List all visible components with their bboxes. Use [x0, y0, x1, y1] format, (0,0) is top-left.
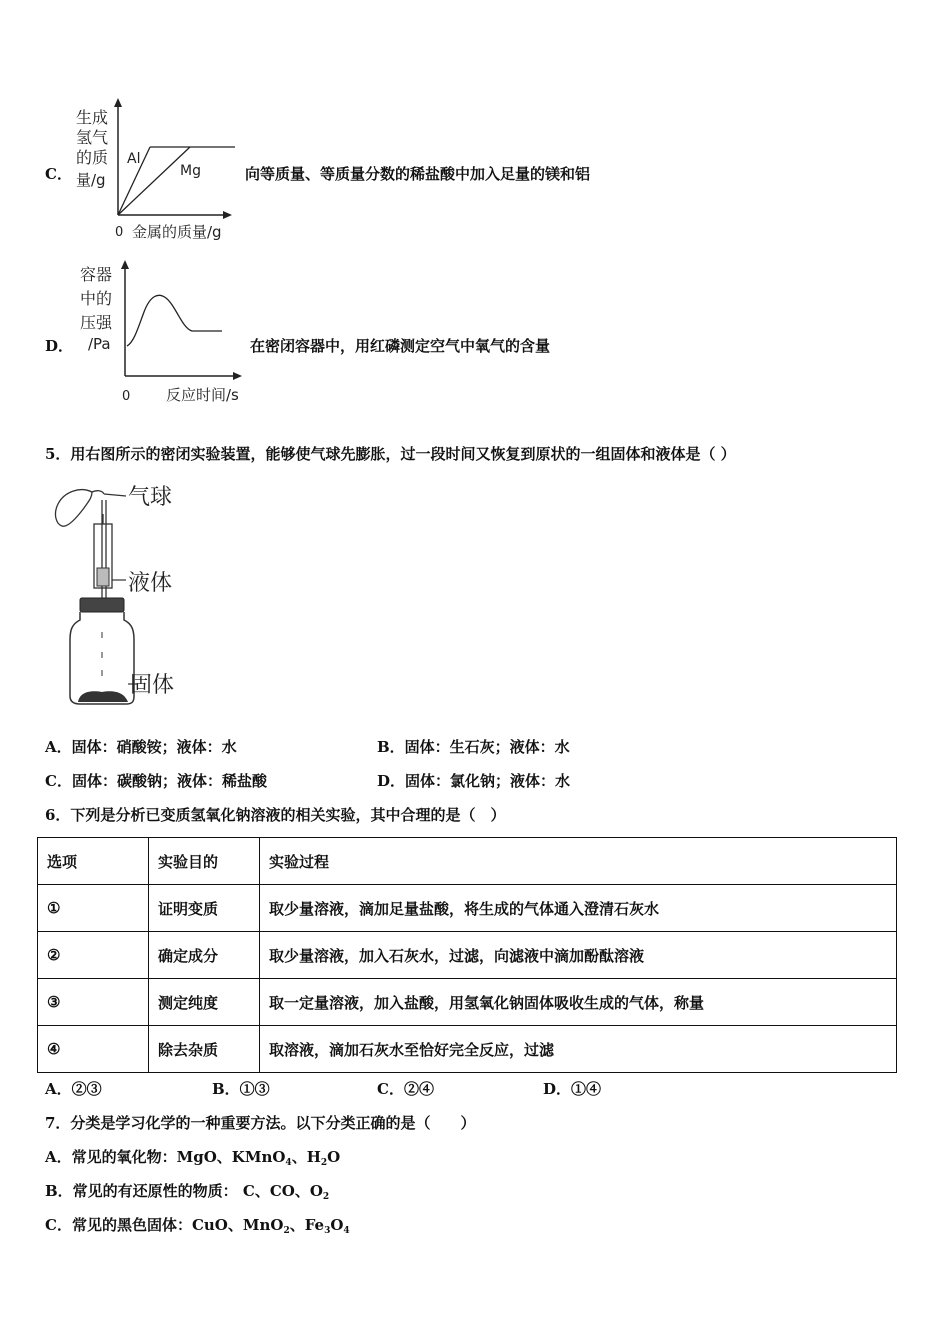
- table-row: [38, 979, 897, 1026]
- q5-option-a: A．固体：硝酸铵；液体：水: [45, 738, 237, 756]
- q7-option-c: C．常见的黑色固体：CuO、MnO$_2$、$Fe_3O_4$: [45, 1216, 350, 1236]
- table-cell: 取一定量溶液，加入盐酸，用氢氧化钠固体吸收生成的气体，称量: [260, 979, 897, 1026]
- q7-option-b: B．常见的有还原性的物质： C、CO、$O_2$: [45, 1182, 330, 1202]
- graph-d-ylabel-2: 中的: [80, 289, 113, 308]
- q6-option-d: D．①④: [543, 1080, 602, 1098]
- q5-apparatus-figure: [50, 480, 200, 710]
- q5-stem: 5．用右图所示的密闭实验装置，能够使气球先膨胀，过一段时间又恢复到原状的一组固体和液体是（ ）: [45, 445, 736, 463]
- q4-option-d-text: 在密闭容器中，用红磷测定空气中氧气的含量: [250, 337, 551, 355]
- graph-c-ylabel-3: 的质: [76, 148, 109, 167]
- graph-c-xlabel: 金属的质量/g: [132, 223, 222, 241]
- q6-option-a: A．②③: [45, 1080, 102, 1098]
- table-cell: 确定成分: [149, 932, 260, 979]
- q4-option-c-graph: [70, 95, 245, 245]
- table-cell: 证明变质: [149, 885, 260, 932]
- graph-d-ylabel-4: /Pa: [88, 335, 111, 353]
- q5-label-balloon: 气球: [128, 485, 173, 510]
- graph-c-origin: 0: [115, 225, 124, 240]
- graph-c-line-al: Al: [127, 151, 141, 167]
- q4-option-c-text: 向等质量、等质量分数的稀盐酸中加入足量的镁和铝: [245, 165, 591, 183]
- table-cell: 测定纯度: [149, 979, 260, 1026]
- table-cell: ④: [38, 1026, 149, 1073]
- graph-d-ylabel-1: 容器: [80, 265, 113, 284]
- graph-d-ylabel-3: 压强: [80, 313, 113, 332]
- table-row: [38, 932, 897, 979]
- q4-option-c-label: C．: [45, 165, 72, 183]
- table-cell: ①: [38, 885, 149, 932]
- table-header-cell: 实验过程: [260, 838, 897, 885]
- table-row: [38, 1026, 897, 1073]
- graph-c-ylabel-2: 氢气: [76, 128, 109, 147]
- graph-d-xlabel: 反应时间/s: [166, 386, 239, 404]
- q6-experiment-table: [37, 837, 897, 1073]
- q7-option-a: A．常见的氧化物：MgO、KMnO$_4$、$H_2O$: [45, 1148, 341, 1168]
- table-cell: 取溶液，滴加石灰水至恰好完全反应，过滤: [260, 1026, 897, 1073]
- q4-option-d-graph: [72, 258, 252, 408]
- graph-d-origin: 0: [122, 389, 131, 404]
- table-header-cell: 选项: [38, 838, 149, 885]
- q5-option-d: D．固体：氯化钠；液体：水: [377, 772, 571, 790]
- table-row: [38, 885, 897, 932]
- graph-c-ylabel-1: 生成: [76, 108, 109, 127]
- q6-option-b: B．①③: [212, 1080, 270, 1098]
- table-cell: ②: [38, 932, 149, 979]
- q5-label-liquid: 液体: [128, 571, 173, 596]
- q6-stem: 6．下列是分析已变质氢氧化钠溶液的相关实验，其中合理的是（ ）: [45, 806, 506, 824]
- table-cell: 取少量溶液，滴加足量盐酸，将生成的气体通入澄清石灰水: [260, 885, 897, 932]
- graph-c-line-mg: Mg: [180, 163, 201, 179]
- table-cell: 除去杂质: [149, 1026, 260, 1073]
- q7-stem: 7．分类是学习化学的一种重要方法。以下分类正确的是（ ）: [45, 1114, 476, 1132]
- q5-label-solid: 固体: [130, 673, 175, 698]
- table-cell: ③: [38, 979, 149, 1026]
- q5-option-b: B．固体：生石灰；液体：水: [377, 738, 570, 756]
- graph-c-ylabel-4: 量/g: [76, 171, 106, 189]
- table-header-row: [38, 838, 897, 885]
- table-header-cell: 实验目的: [149, 838, 260, 885]
- q5-option-c: C．固体：碳酸钠；液体：稀盐酸: [45, 772, 267, 790]
- q6-option-c: C．②④: [377, 1080, 434, 1098]
- table-cell: 取少量溶液，加入石灰水，过滤，向滤液中滴加酚酞溶液: [260, 932, 897, 979]
- q4-option-d-label: D．: [45, 337, 74, 355]
